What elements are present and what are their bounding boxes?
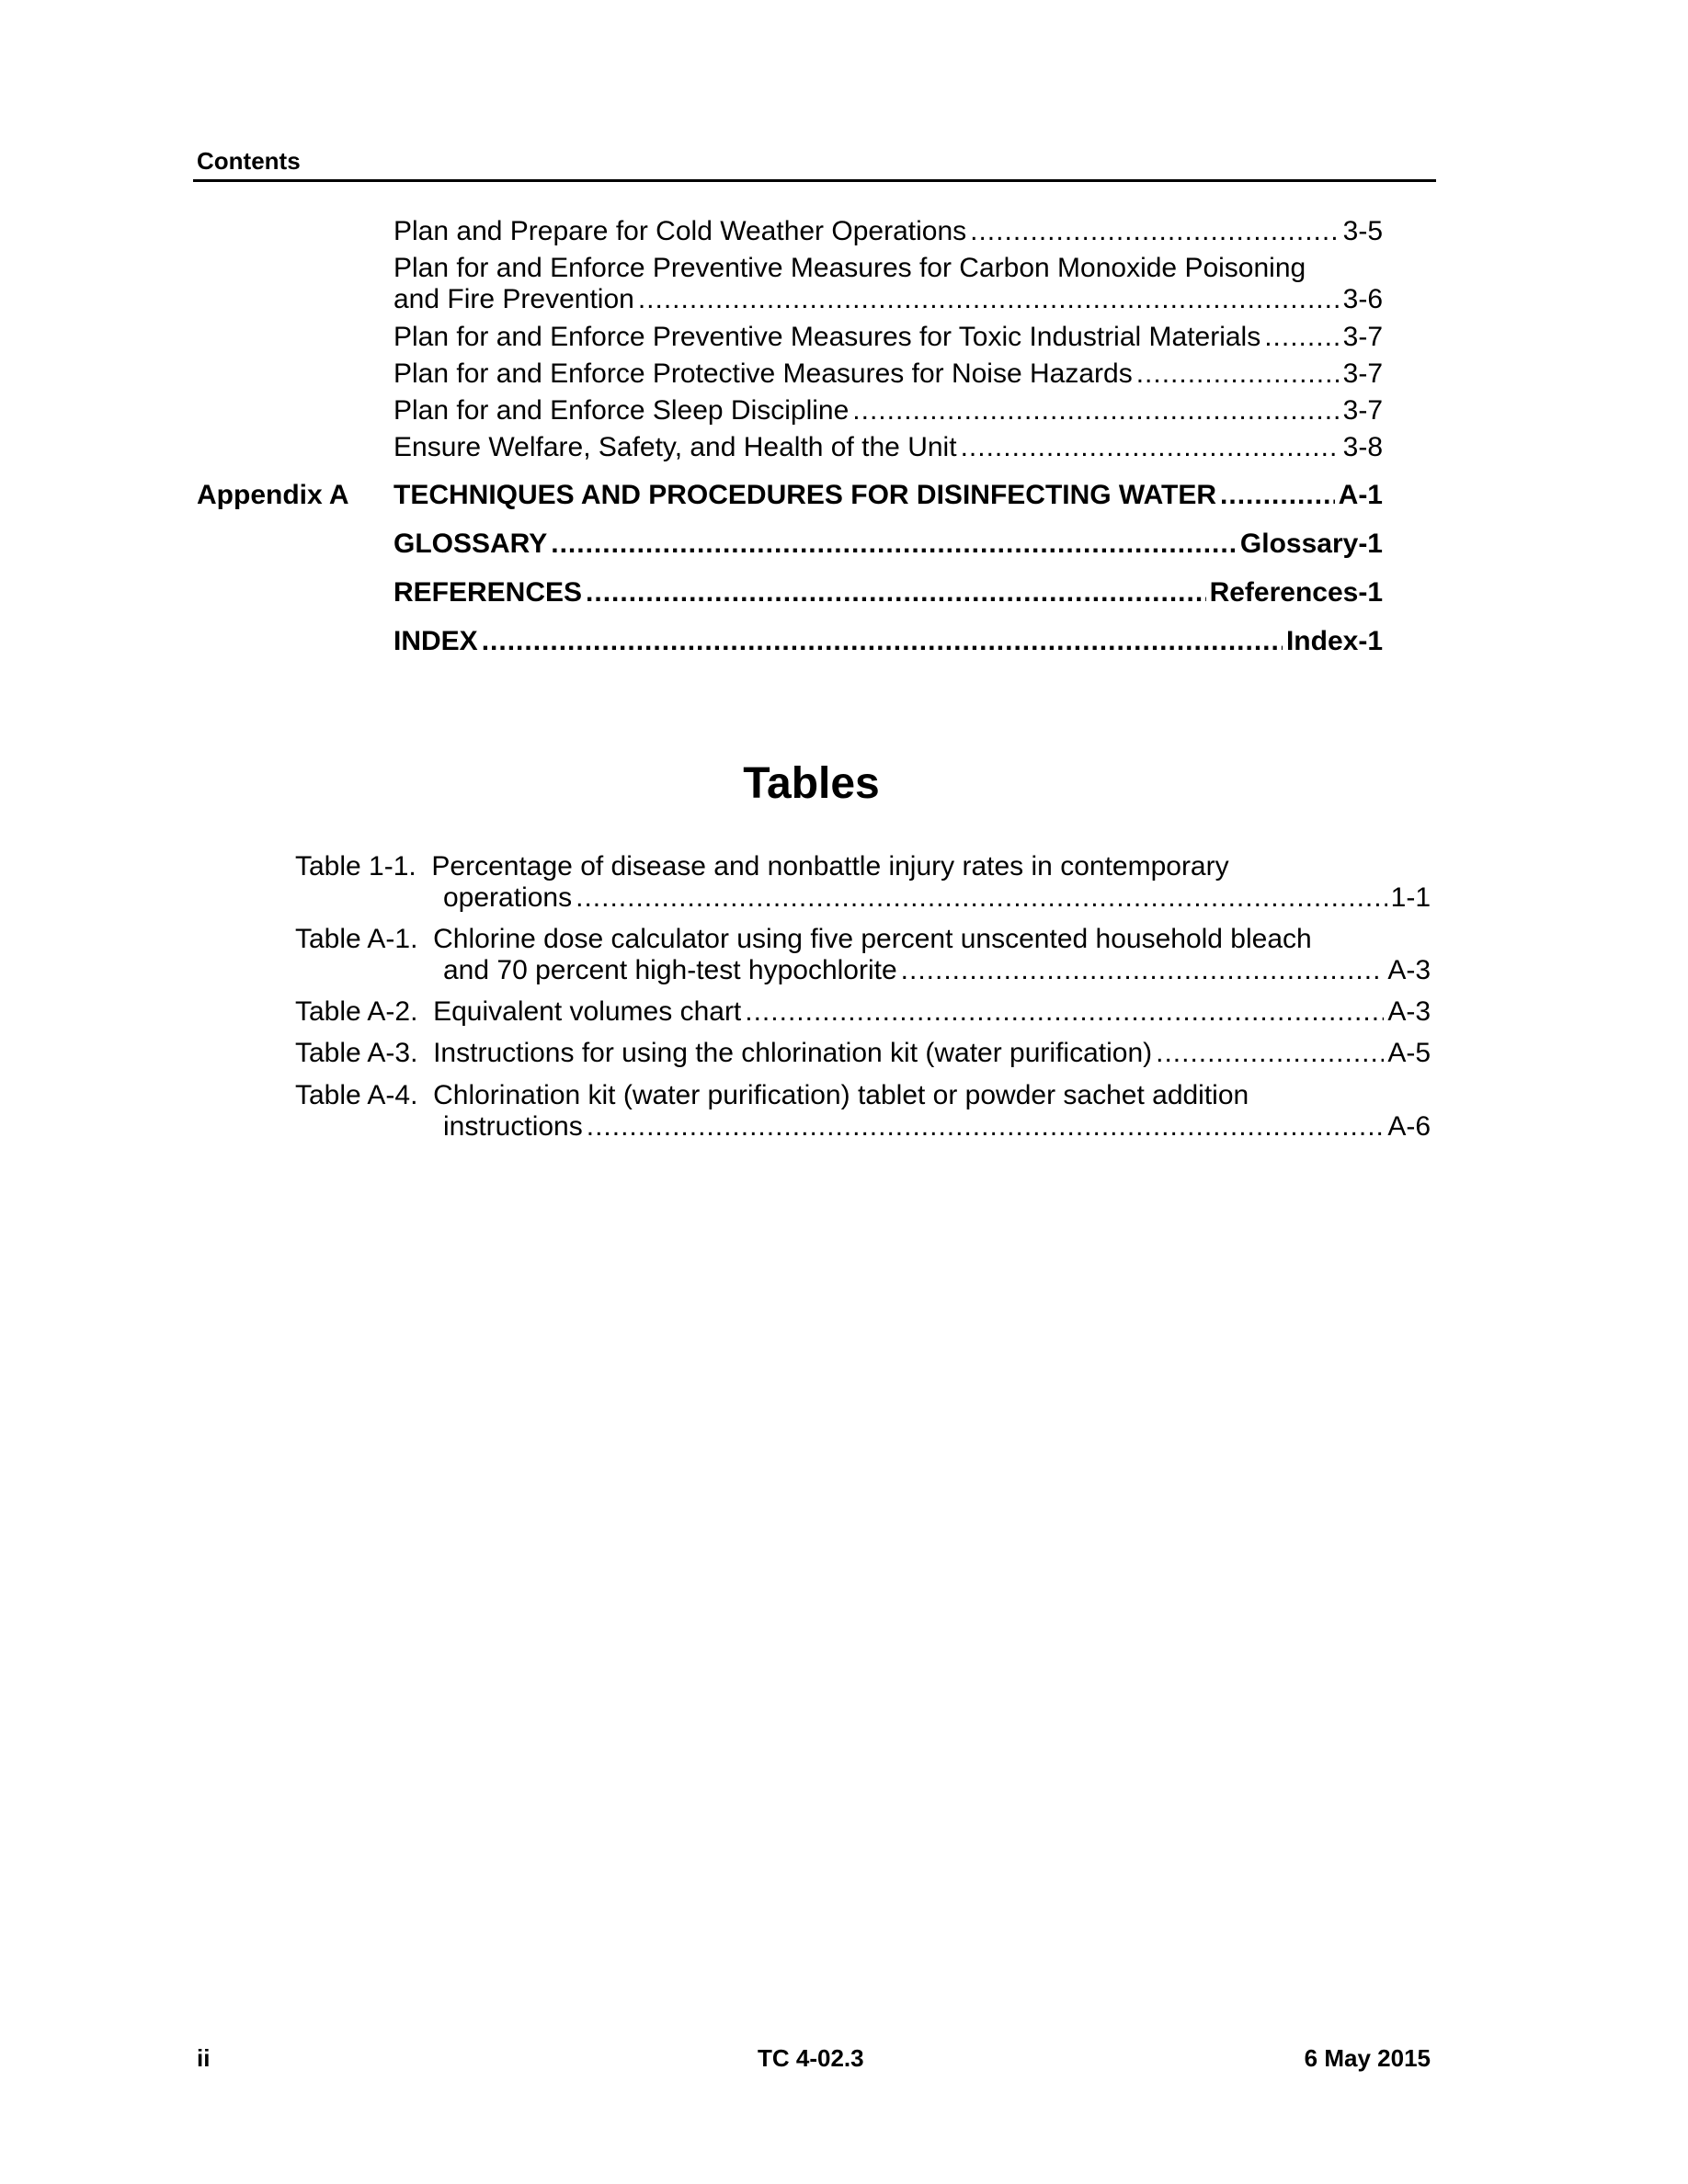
toc-entry-title-line2: and Fire Prevention — [393, 284, 634, 314]
leader-dots — [482, 626, 1283, 657]
table-title-line2: operations — [443, 882, 573, 913]
tables-heading: Tables — [743, 759, 880, 808]
table-list-entry[interactable] — [295, 1080, 1431, 1143]
table-page: A-3 — [1387, 955, 1431, 985]
toc-entry-page: 3-8 — [1342, 432, 1383, 462]
toc-appendix-entry[interactable] — [393, 480, 1383, 511]
toc-entry[interactable] — [393, 432, 1383, 463]
toc-entry-title: GLOSSARY — [393, 529, 548, 559]
toc-entry-title: Plan for and Enforce Protective Measures for Noise Hazards — [393, 358, 1133, 389]
leader-dots — [576, 882, 1387, 914]
leader-dots — [961, 432, 1340, 463]
table-title-line1: Equivalent volumes chart — [433, 996, 742, 1027]
toc-entry-page: 3-5 — [1342, 216, 1383, 246]
toc-references-entry[interactable] — [393, 577, 1383, 609]
toc-entry-page: 3-7 — [1342, 395, 1383, 426]
leader-dots — [1264, 322, 1339, 353]
leader-dots — [1156, 1038, 1384, 1069]
toc-entry-title-line1: Plan for and Enforce Preventive Measures for Carbon Monoxide Poisoning — [393, 253, 1306, 283]
table-label: Table A-2. — [295, 996, 418, 1027]
table-page: A-6 — [1387, 1111, 1431, 1142]
table-list-entry[interactable] — [295, 1038, 1431, 1069]
leader-dots — [852, 395, 1339, 427]
leader-dots — [901, 955, 1385, 986]
table-label: Table A-1. — [295, 924, 418, 954]
table-page: 1-1 — [1390, 882, 1431, 913]
toc-entry[interactable] — [393, 395, 1383, 427]
toc-entry-page: References-1 — [1209, 577, 1383, 608]
appendix-label: Appendix A — [197, 480, 349, 510]
leader-dots — [745, 996, 1384, 1028]
table-title-line2: and 70 percent high-test hypochlorite — [443, 955, 897, 985]
leader-dots — [970, 216, 1340, 247]
header-rule — [193, 179, 1436, 182]
table-label: Table 1-1. — [295, 851, 416, 882]
table-page: A-3 — [1387, 996, 1431, 1027]
toc-entry-page: 3-7 — [1342, 358, 1383, 389]
leader-dots — [586, 577, 1206, 609]
toc-entry-title: Plan for and Enforce Sleep Discipline — [393, 395, 850, 426]
toc-entry-page: Index-1 — [1285, 626, 1383, 656]
toc-entry-page: Glossary-1 — [1239, 529, 1383, 559]
table-title-line2: instructions — [443, 1111, 583, 1142]
leader-dots — [551, 529, 1237, 560]
table-title-line1: Chlorine dose calculator using five percent unscented household bleach — [433, 924, 1312, 954]
leader-dots — [638, 284, 1340, 315]
toc-entry-title: Ensure Welfare, Safety, and Health of the Unit — [393, 432, 957, 462]
toc-entry-title: REFERENCES — [393, 577, 583, 608]
leader-dots — [1220, 480, 1335, 511]
table-page: A-5 — [1387, 1038, 1431, 1068]
toc-entry-page: 3-6 — [1342, 284, 1383, 314]
toc-entry-title: Plan and Prepare for Cold Weather Operations — [393, 216, 967, 246]
footer-date: 6 May 2015 — [1304, 2044, 1431, 2072]
toc-index-entry[interactable] — [393, 626, 1383, 657]
table-title-line1: Instructions for using the chlorination kit (water purification) — [433, 1038, 1153, 1068]
toc-entry[interactable] — [393, 322, 1383, 353]
table-list-entry[interactable] — [295, 924, 1431, 986]
toc-entry[interactable] — [393, 358, 1383, 390]
table-list-entry[interactable] — [295, 851, 1431, 914]
table-label: Table A-4. — [295, 1080, 418, 1110]
toc-entry-page: A-1 — [1338, 480, 1383, 510]
leader-dots — [587, 1111, 1385, 1143]
toc-entry[interactable] — [393, 253, 1383, 315]
footer-document-id: TC 4-02.3 — [758, 2044, 864, 2072]
footer-page-number: ii — [197, 2044, 211, 2072]
table-title-line1: Percentage of disease and nonbattle injury rates in contemporary — [431, 851, 1229, 882]
toc-entry-title: Plan for and Enforce Preventive Measures for Toxic Industrial Materials — [393, 322, 1261, 352]
toc-entry[interactable] — [393, 216, 1383, 247]
leader-dots — [1136, 358, 1340, 390]
toc-entry-title: TECHNIQUES AND PROCEDURES FOR DISINFECTING WATER — [393, 480, 1217, 510]
table-title-line1: Chlorination kit (water purification) tablet or powder sachet addition — [433, 1080, 1249, 1110]
table-list-entry[interactable] — [295, 996, 1431, 1028]
toc-entry-page: 3-7 — [1342, 322, 1383, 352]
running-header: Contents — [197, 147, 301, 175]
table-label: Table A-3. — [295, 1038, 418, 1068]
toc-glossary-entry[interactable] — [393, 529, 1383, 560]
toc-entry-title: INDEX — [393, 626, 478, 656]
